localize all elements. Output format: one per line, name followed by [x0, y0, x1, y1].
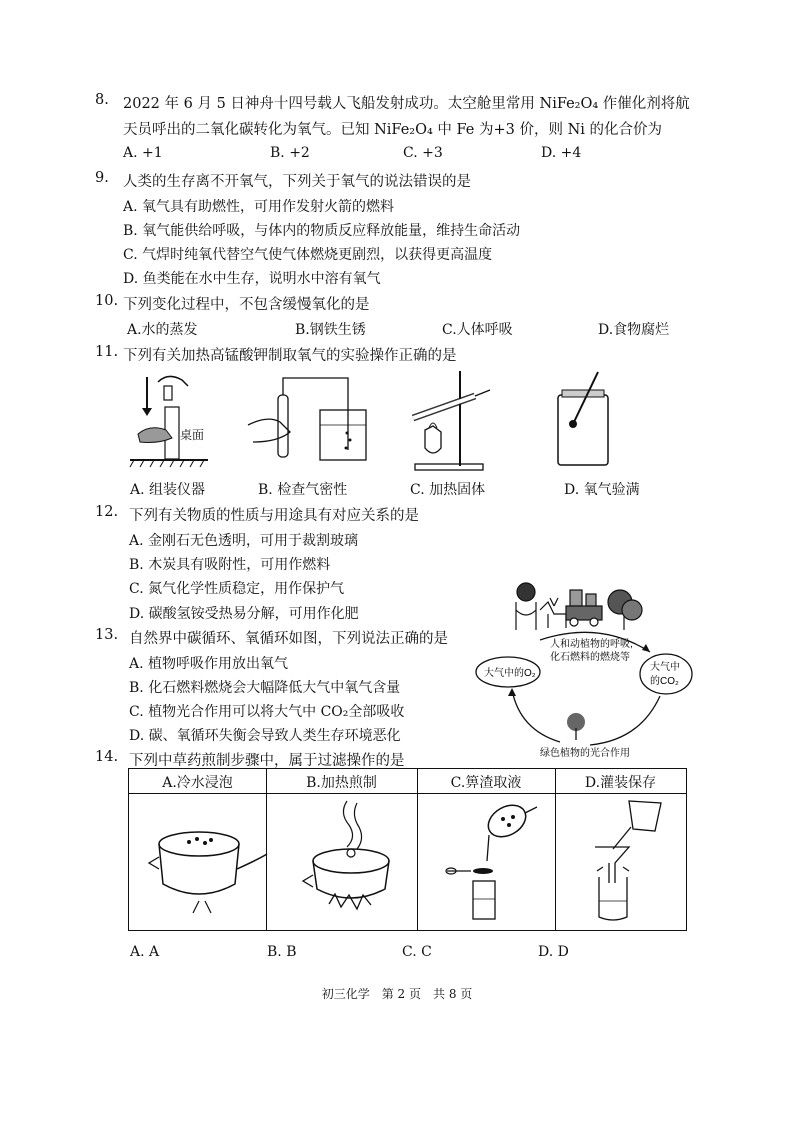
q14-header-b: B.加热煎制	[306, 775, 377, 791]
q13-stem: 自然界中碳循环、氧循环如图，下列说法正确的是	[129, 631, 448, 647]
q9-option-b: B. 氧气能供给呼吸，与体内的物质反应释放能量，维持生命活动	[123, 223, 521, 239]
q9-stem: 人类的生存离不开氧气，下列关于氧气的说法错误的是	[123, 174, 471, 190]
q8-option-c: C. +3	[403, 145, 443, 161]
q11-desk-label: 桌面	[180, 428, 205, 442]
q8-stem-line2: 天员呼出的二氧化碳转化为氧气。已知 NiFe₂O₄ 中 Fe 为+3 价，则 Ni 的化合价为	[123, 122, 662, 138]
q12-number: 12.	[95, 504, 119, 520]
q11-figure-a	[130, 372, 210, 472]
q13-plant-icon	[567, 713, 585, 740]
q11-option-b: B. 检查气密性	[258, 482, 348, 498]
q10-option-d: D.食物腐烂	[598, 322, 670, 338]
q11-option-c: C. 加热固体	[410, 482, 486, 498]
q11-figure-b	[248, 370, 368, 470]
q8-option-d: D. +4	[541, 145, 582, 161]
q11-figure-c	[405, 366, 495, 472]
q11-stem: 下列有关加热高锰酸钾制取氧气的实验操作正确的是	[123, 348, 457, 364]
q12-option-a: A. 金刚石无色透明，可用于裁割玻璃	[129, 533, 359, 549]
q13-left-label: 大气中的O₂	[484, 668, 536, 679]
q11-number: 11.	[95, 344, 119, 360]
q14-option-c: C. C	[402, 944, 432, 960]
q13-top-label-1: 人和动植物的呼吸,	[550, 639, 633, 650]
q13-top-label-2: 化石燃料的燃烧等	[550, 652, 630, 663]
q13-right-label-2: 的CO₂	[650, 676, 679, 687]
q8-stem-line1: 2022 年 6 月 5 日神舟十四号载人飞船发射成功。太空舱里常用 NiFe₂O₄ 作催化剂将航	[123, 96, 690, 112]
q11-option-d: D. 氧气验满	[564, 482, 640, 498]
q14-option-b: B. B	[267, 944, 297, 960]
q14-number: 14.	[95, 749, 119, 765]
q13-cycle-diagram	[470, 580, 710, 765]
q9-number: 9.	[95, 170, 109, 186]
q14-option-d: D. D	[538, 944, 569, 960]
q10-number: 10.	[95, 293, 119, 309]
q13-option-c: C. 植物光合作用可以将大气中 CO₂全部吸收	[129, 704, 405, 720]
q14-table	[128, 768, 687, 931]
q9-option-a: A. 氧气具有助燃性，可用作发射火箭的燃料	[123, 199, 395, 215]
q11-option-a: A. 组装仪器	[130, 482, 206, 498]
q9-option-c: C. 气焊时纯氧代替空气使气体燃烧更剧烈，以获得更高温度	[123, 247, 493, 263]
q8-number: 8.	[95, 92, 109, 108]
q14-figure-b	[299, 799, 409, 924]
q13-option-b: B. 化石燃料燃烧会大幅降低大气中氧气含量	[129, 680, 401, 696]
q13-number: 13.	[95, 627, 119, 643]
q13-top-illustration	[516, 583, 642, 630]
q14-figure-a	[149, 809, 269, 919]
q14-header-c: C.箅渣取液	[450, 775, 522, 791]
q10-option-c: C.人体呼吸	[442, 322, 513, 338]
q12-stem: 下列有关物质的性质与用途具有对应关系的是	[129, 508, 419, 524]
q12-option-b: B. 木炭具有吸附性，可用作燃料	[129, 557, 331, 573]
q13-option-a: A. 植物呼吸作用放出氧气	[129, 656, 289, 672]
q14-figure-d	[569, 797, 679, 929]
q14-option-a: A. A	[130, 944, 160, 960]
q14-header-a: A.冷水浸泡	[162, 775, 233, 791]
q9-option-d: D. 鱼类能在水中生存，说明水中溶有氧气	[123, 271, 381, 287]
q8-option-b: B. +2	[270, 145, 310, 161]
q10-option-b: B.钢铁生锈	[295, 322, 366, 338]
q8-option-a: A. +1	[123, 145, 163, 161]
q13-right-label-1: 大气中	[650, 662, 680, 673]
q10-option-a: A.水的蒸发	[127, 322, 198, 338]
q13-option-d: D. 碳、氧循环失衡会导致人类生存环境恶化	[129, 728, 401, 744]
q14-stem: 下列中草药煎制步骤中，属于过滤操作的是	[129, 753, 405, 769]
q14-header-d: D.灌装保存	[584, 775, 657, 791]
q14-figure-c	[437, 799, 552, 929]
q13-bottom-label: 绿色植物的光合作用	[540, 748, 630, 759]
q12-option-d: D. 碳酸氢铵受热易分解，可用作化肥	[129, 606, 359, 622]
q10-stem: 下列变化过程中，不包含缓慢氧化的是	[123, 297, 370, 313]
q12-option-c: C. 氮气化学性质稳定，用作保护气	[129, 581, 345, 597]
q11-figure-d	[550, 370, 620, 470]
page-footer: 初三化学 第 2 页 共 8 页	[321, 987, 473, 1001]
